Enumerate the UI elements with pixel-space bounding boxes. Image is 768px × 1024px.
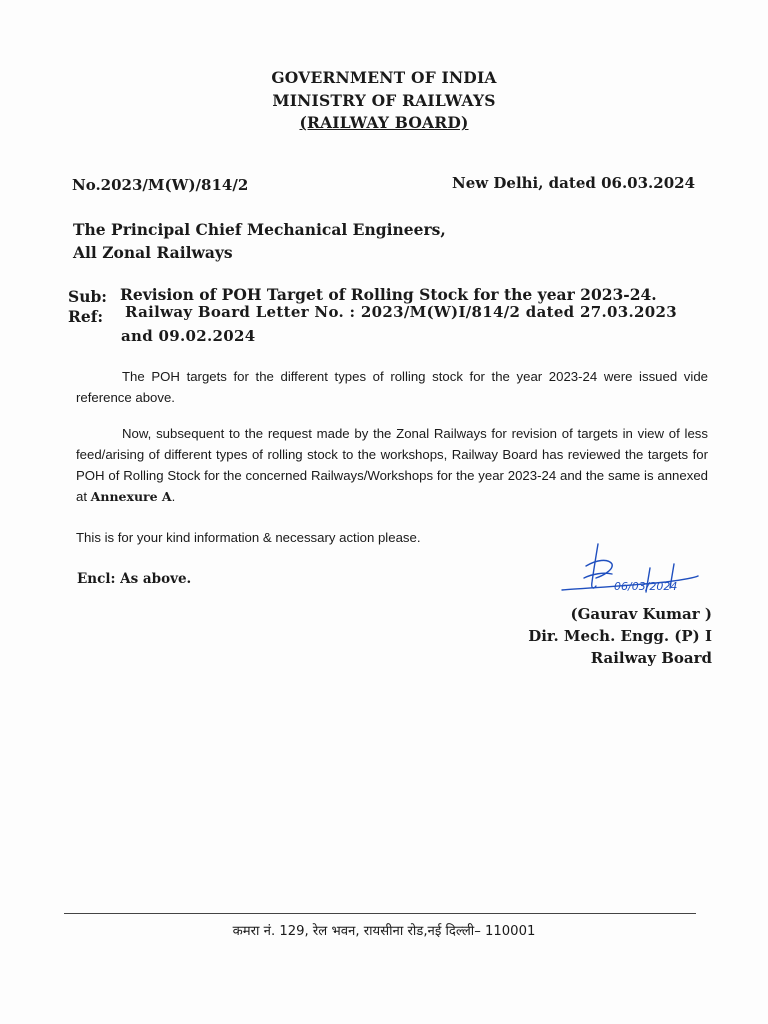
closing-line: This is for your kind information & necessary action please. [76, 530, 421, 545]
letter-number: No.2023/M(W)/814/2 [72, 176, 249, 194]
signatory-name: (Gaurav Kumar ) [570, 605, 712, 623]
footer-divider [64, 913, 696, 914]
body-paragraph-1: The POH targets for the different types of rolling stock for the year 2023-24 were issued vide reference above. [76, 369, 708, 405]
subject-label: Sub: [68, 287, 108, 306]
header-board [0, 113, 768, 132]
signatory-designation: Dir. Mech. Engg. (P) I [528, 627, 712, 645]
reference-line1: Railway Board Letter No. : 2023/M(W)I/814/2 dated 27.03.2023 [125, 303, 677, 321]
handwritten-signature [556, 538, 706, 608]
addressee-line2: All Zonal Railways [73, 243, 233, 262]
annexure-reference: Annexure A [90, 489, 172, 504]
letter-date: New Delhi, dated 06.03.2024 [452, 174, 696, 192]
signature-stroke-1 [592, 544, 598, 588]
header-government: GOVERNMENT OF INDIA [271, 68, 497, 87]
header-board-text: (RAILWAY BOARD) [299, 113, 469, 132]
signatory-office: Railway Board [590, 649, 712, 667]
enclosure-note: Encl: As above. [77, 571, 192, 587]
body-paragraph-2 [76, 423, 708, 507]
header-ministry: MINISTRY OF RAILWAYS [272, 91, 496, 110]
footer-address: कमरा नं. 129, रेल भवन, रायसीना रोड,नई दिल्ली– 110001 [232, 924, 536, 939]
reference-line2: and 09.02.2024 [121, 327, 256, 345]
addressee-line1: The Principal Chief Mechanical Engineers, [73, 220, 446, 239]
signature-date: 06/03/2024 [614, 580, 678, 593]
reference-label: Ref: [68, 307, 104, 326]
body-paragraph-2-text: Now, subsequent to the request made by the Zonal Railways for revision of targets in view of less feed/arising of different types of rolling stock to the workshops, Railway Board has reviewed the targets for POH of Rolling Stock for the concerned Railways/Workshops for the year 2023-24 and the same is annexed at [76, 426, 708, 504]
body-paragraph-2-end: . [171, 489, 176, 504]
subject-text: Revision of POH Target of Rolling Stock for the year 2023-24. [120, 285, 657, 304]
